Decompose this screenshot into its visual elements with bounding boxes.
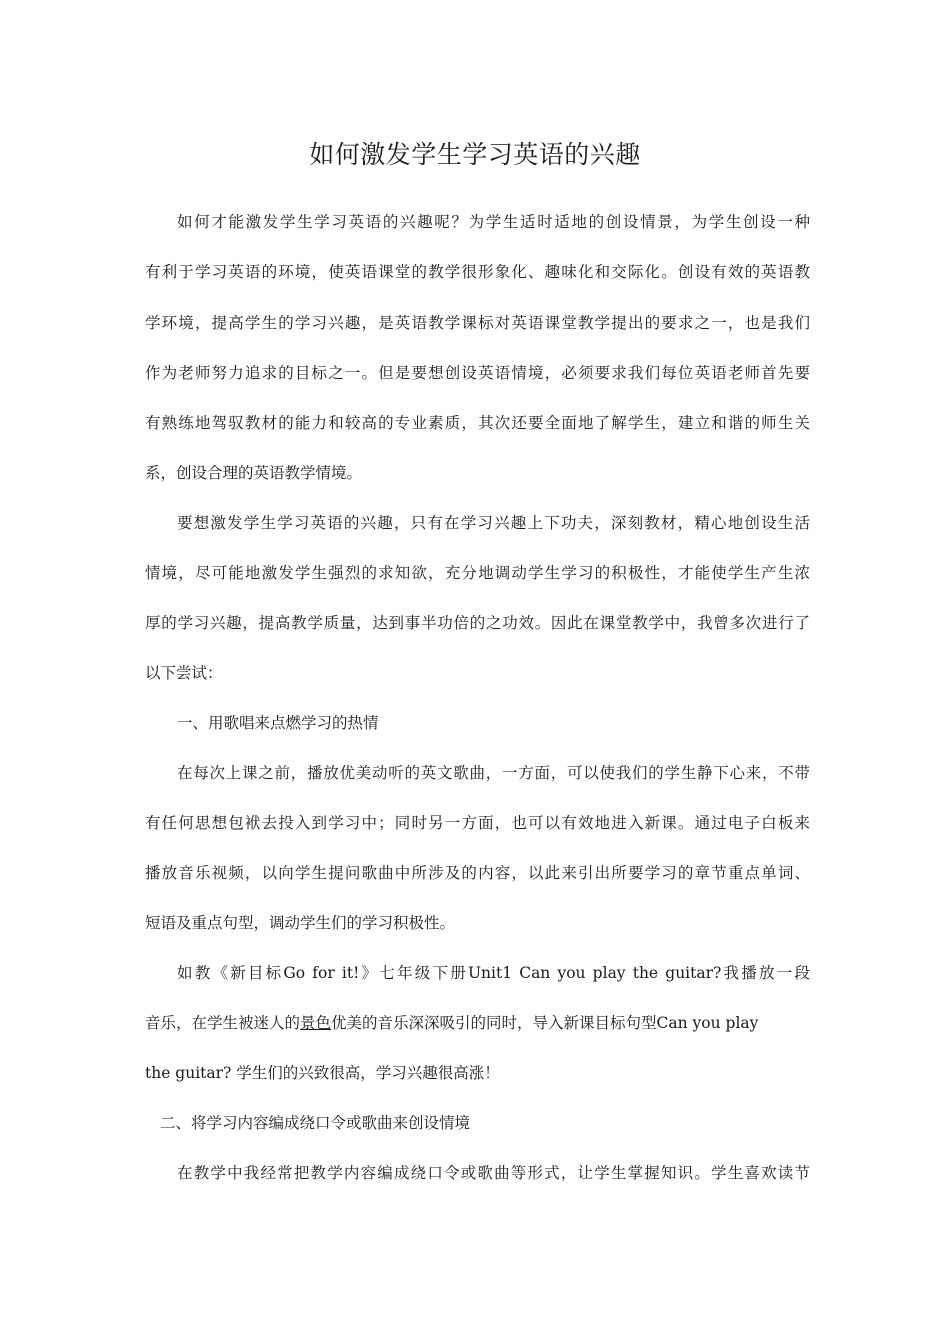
paragraph-3-line-2: 有任何思想包袱去投入到学习中；同时另一方面，也可以有效地进入新课。通过电子白板来: [145, 814, 810, 832]
paragraph-2-line-4: 以下尝试：: [145, 664, 223, 682]
paragraph-4-line-1: 如教《新目标Go for it!》七年级下册Unit1 Can you play the guitar?我播放一段: [177, 964, 810, 982]
paragraph-1-line-1: 如何才能激发学生学习英语的兴趣呢？为学生适时适地的创设情景，为学生创设一种: [177, 213, 810, 231]
paragraph-4-line-3: the guitar? 学生们的兴致很高，学习兴趣很高涨！: [145, 1064, 500, 1082]
section-heading-1: 一、用歌唱来点燃学习的热情: [177, 714, 379, 732]
paragraph-1-line-3: 学环境，提高学生的学习兴趣，是英语教学课标对英语课堂教学提出的要求之一，也是我们: [145, 314, 810, 332]
paragraph-1-line-4: 作为老师努力追求的目标之一。但是要想创设英语情境，必须要求我们每位英语老师首先要: [145, 364, 810, 382]
paragraph-1-line-6: 系，创设合理的英语教学情境。: [145, 464, 363, 482]
paragraph-3-line-4: 短语及重点句型，调动学生们的学习积极性。: [145, 914, 456, 932]
paragraph-1-line-2: 有利于学习英语的环境，使英语课堂的教学很形象化、趣味化和交际化。创设有效的英语教: [145, 263, 810, 281]
underlined-word: 景色: [300, 1014, 332, 1032]
paragraph-3-line-3: 播放音乐视频，以向学生提问歌曲中所涉及的内容，以此来引出所要学习的章节重点单词、: [145, 864, 810, 882]
paragraph-4-line-2: [145, 1006, 810, 1040]
paragraph-2-line-1: 要想激发学生学习英语的兴趣，只有在学习兴趣上下功夫，深刻教材，精心地创设生活: [177, 514, 810, 532]
paragraph-1-line-5: 有熟练地驾驭教材的能力和较高的专业素质，其次还要全面地了解学生，建立和谐的师生关: [145, 414, 810, 432]
document-title: 如何激发学生学习英语的兴趣: [309, 140, 641, 169]
section-heading-2: 二、将学习内容编成绕口令或歌曲来创设情境: [160, 1114, 471, 1132]
paragraph-3-line-1: 在每次上课之前，播放优美动听的英文歌曲，一方面，可以使我们的学生静下心来，不带: [177, 764, 810, 782]
paragraph-4-line-2-end: 优美的音乐深深吸引的同时，导入新课目标句型Can you play: [331, 1014, 759, 1032]
paragraph-2-line-2: 情境，尽可能地激发学生强烈的求知欲，充分地调动学生学习的积极性，才能使学生产生浓: [145, 564, 810, 582]
paragraph-4-line-2-start: 音乐，在学生被迷人的: [145, 1014, 301, 1032]
paragraph-2-line-3: 厚的学习兴趣，提高教学质量，达到事半功倍的之功效。因此在课堂教学中，我曾多次进行了: [145, 614, 810, 632]
paragraph-5-line-1: 在教学中我经常把教学内容编成绕口令或歌曲等形式，让学生掌握知识。学生喜欢读节: [177, 1164, 810, 1182]
